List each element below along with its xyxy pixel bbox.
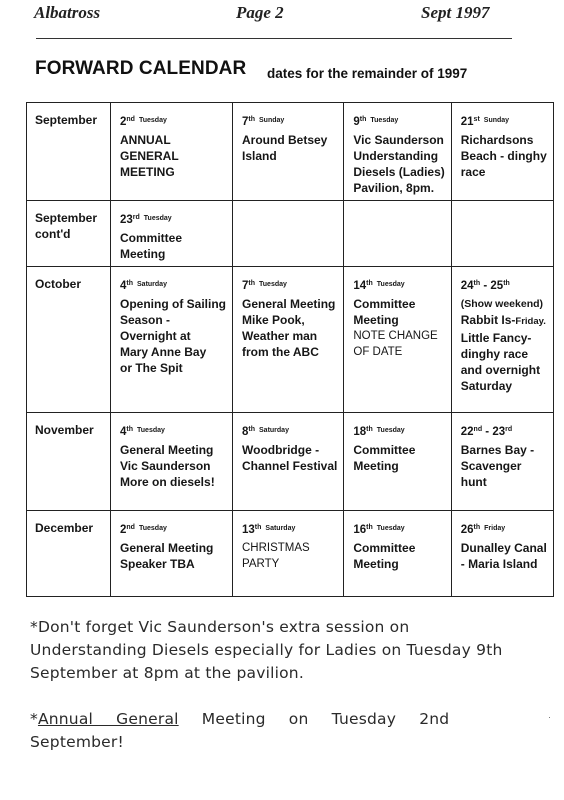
date-number: 21 xyxy=(460,116,474,128)
date-suffix: th xyxy=(366,280,373,287)
event-text-day: Friday. xyxy=(515,316,546,327)
note-agm xyxy=(30,708,516,754)
event-date xyxy=(120,422,226,440)
calendar-cell xyxy=(344,413,451,511)
day-of-week: Tuesday xyxy=(138,525,167,532)
date-suffix: th xyxy=(473,524,481,531)
month-label-line: December xyxy=(35,521,94,535)
event-text-line: Pavilion, 8pm. xyxy=(353,181,435,195)
calendar-cell xyxy=(233,413,344,511)
calendar-cell xyxy=(451,201,553,267)
event-text-line: Dunalley Canal xyxy=(460,541,547,555)
event-text-line: (Show weekend) xyxy=(460,298,544,310)
calendar-row xyxy=(27,267,554,413)
date-suffix: th xyxy=(248,116,256,123)
date-number: 23 xyxy=(492,426,506,438)
date-number: 26 xyxy=(460,524,474,536)
event-text-line: ANNUAL xyxy=(120,133,171,147)
header-rule xyxy=(36,38,512,39)
date-number: 4 xyxy=(120,280,127,292)
event-text-line: Meeting xyxy=(120,247,166,261)
event-text-line: - Maria Island xyxy=(460,557,538,571)
event-text-line: dinghy race xyxy=(460,347,529,361)
calendar-row xyxy=(27,201,554,267)
event-text-line: Overnight at xyxy=(120,329,191,343)
calendar-cell xyxy=(344,511,451,597)
month-label-line: September xyxy=(35,113,98,127)
event-text-line: Saturday xyxy=(460,379,513,393)
event-text-line: Committee xyxy=(120,231,183,245)
event-date xyxy=(461,112,547,130)
event-text-line: and overnight xyxy=(460,363,541,377)
event-text-line: Meeting xyxy=(353,557,399,571)
event-date xyxy=(461,520,547,538)
event-text-line: Diesels (Ladies) xyxy=(353,165,445,179)
month-label xyxy=(27,267,111,413)
day-of-week: Sunday xyxy=(259,117,285,124)
calendar-cell xyxy=(111,103,233,201)
month-label-line: November xyxy=(35,423,94,437)
event-text-line: Vic Saunderson xyxy=(353,133,444,147)
date-number: 16 xyxy=(353,524,367,536)
date-suffix: th xyxy=(359,116,367,123)
date-number: 7 xyxy=(242,116,249,128)
date-suffix: th xyxy=(248,426,256,433)
event-date xyxy=(353,276,444,294)
event-text-line: GENERAL xyxy=(120,149,179,163)
month-label xyxy=(27,103,111,201)
date-number: 14 xyxy=(353,280,367,292)
date-suffix: th xyxy=(366,426,373,433)
event-text-line: NOTE CHANGE xyxy=(353,330,438,342)
date-number: 25 xyxy=(490,280,504,292)
date-suffix: rd xyxy=(132,214,140,221)
date-number: 2 xyxy=(120,116,127,128)
calendar-cell xyxy=(233,511,344,597)
date-number: 7 xyxy=(242,280,249,292)
event-text-line: Channel Festival xyxy=(242,459,338,473)
calendar-cell xyxy=(233,267,344,413)
calendar-cell xyxy=(451,413,553,511)
date-number: 22 xyxy=(460,426,474,438)
day-of-week: Saturday xyxy=(265,525,296,532)
event-date xyxy=(242,112,337,130)
day-of-week: Tuesday xyxy=(137,427,165,434)
event-text-main: Rabbit Is- xyxy=(460,313,516,327)
day-of-week: Tuesday xyxy=(376,427,405,434)
calendar-cell xyxy=(111,511,233,597)
issue-date: Sept 1997 xyxy=(421,3,490,22)
date-number: 24 xyxy=(460,280,474,292)
note-vic-saunderson: *Don't forget Vic Saunderson's extra session on Understanding Diesels especially for Ladies on Tuesday 9th September at 8pm at the pavilion. xyxy=(30,618,503,682)
event-date xyxy=(353,520,444,538)
calendar-cell xyxy=(344,103,451,201)
date-suffix: th xyxy=(503,280,510,287)
event-text-line: Scavenger xyxy=(460,459,522,473)
event-text-line: General Meeting xyxy=(242,297,336,311)
date-number: 18 xyxy=(353,426,367,438)
date-number: 23 xyxy=(120,214,133,226)
event-date xyxy=(353,422,444,440)
note-agm-underlined: Annual General xyxy=(37,710,179,728)
event-text-line: Season - xyxy=(120,313,171,327)
calendar-row xyxy=(27,511,554,597)
event-date xyxy=(242,422,337,440)
event-text-line: Meeting xyxy=(353,313,399,327)
month-label-line: October xyxy=(35,277,82,291)
date-suffix: nd xyxy=(126,116,135,123)
date-range-dash: - xyxy=(482,426,493,438)
month-label xyxy=(27,511,111,597)
event-date xyxy=(120,276,226,294)
calendar-cell xyxy=(451,267,553,413)
calendar-cell xyxy=(451,103,553,201)
event-text-line: race xyxy=(460,165,486,179)
event-text-line: Little Fancy- xyxy=(460,331,532,345)
day-of-week: Saturday xyxy=(137,281,167,288)
calendar-cell xyxy=(233,201,344,267)
calendar-cell xyxy=(111,267,233,413)
stray-mark: · xyxy=(548,712,551,722)
date-suffix: th xyxy=(126,426,134,433)
page-title: FORWARD CALENDAR xyxy=(35,58,247,79)
note-agm-bullet: * xyxy=(30,710,38,728)
date-number: 13 xyxy=(242,524,255,536)
event-text-line: More on diesels! xyxy=(120,475,215,489)
date-number: 9 xyxy=(353,116,360,128)
date-suffix: th xyxy=(126,280,134,287)
event-text-line: Mike Pook, xyxy=(242,313,305,327)
date-suffix: th xyxy=(473,280,481,287)
month-label-line: September xyxy=(35,211,98,225)
month-label xyxy=(27,413,111,511)
event-text-line: Beach - dinghy xyxy=(460,149,547,163)
event-text-line: Woodbridge - xyxy=(242,443,320,457)
event-text-line: Island xyxy=(242,149,277,163)
date-suffix: nd xyxy=(126,524,135,531)
date-suffix: rd xyxy=(505,426,513,433)
page-number: Page 2 xyxy=(236,3,284,22)
event-text-line: General Meeting xyxy=(120,541,214,555)
calendar-cell xyxy=(344,201,451,267)
calendar-table xyxy=(26,102,554,597)
day-of-week: Friday xyxy=(484,525,506,532)
month-label xyxy=(27,201,111,267)
event-text-line: PARTY xyxy=(242,558,280,570)
calendar-cell xyxy=(111,201,233,267)
day-of-week: Tuesday xyxy=(370,117,399,124)
day-of-week: Tuesday xyxy=(376,281,405,288)
event-text-line: Weather man xyxy=(242,329,318,343)
event-date xyxy=(353,112,444,130)
event-text-line: Mary Anne Bay xyxy=(120,345,207,359)
month-label-line: cont'd xyxy=(35,227,71,241)
page-subtitle: dates for the remainder of 1997 xyxy=(267,66,468,81)
event-text-line: Opening of Sailing xyxy=(120,297,226,311)
date-range-dash: - xyxy=(480,280,491,292)
event-text-line: Meeting xyxy=(353,459,399,473)
event-text-line: General Meeting xyxy=(120,443,214,457)
event-date xyxy=(120,520,226,538)
date-suffix: th xyxy=(254,524,262,531)
event-text-line: from the ABC xyxy=(242,345,319,359)
event-text-line: CHRISTMAS xyxy=(242,542,310,554)
event-text-line: Speaker TBA xyxy=(120,557,195,571)
day-of-week: Tuesday xyxy=(376,525,405,532)
event-date xyxy=(242,276,337,294)
calendar-cell xyxy=(451,511,553,597)
date-suffix: th xyxy=(248,280,256,287)
day-of-week: Tuesday xyxy=(143,215,172,222)
event-text-line: hunt xyxy=(460,475,487,489)
calendar-row xyxy=(27,413,554,511)
event-text-line xyxy=(461,312,547,330)
calendar-row xyxy=(27,103,554,201)
note-agm-rest: Meeting on Tuesday 2nd September! xyxy=(30,710,450,751)
calendar-cell xyxy=(111,413,233,511)
date-suffix: th xyxy=(366,524,373,531)
date-number: 8 xyxy=(242,426,249,438)
event-date xyxy=(242,520,337,538)
event-text-line: or The Spit xyxy=(120,361,183,375)
event-date xyxy=(120,210,226,228)
day-of-week: Tuesday xyxy=(138,117,167,124)
date-suffix: nd xyxy=(473,426,483,433)
event-text-line: Committee xyxy=(353,297,416,311)
newsletter-name: Albatross xyxy=(34,3,101,22)
event-text-line: OF DATE xyxy=(353,346,403,358)
day-of-week: Saturday xyxy=(259,427,289,434)
event-text-line: Vic Saunderson xyxy=(120,459,211,473)
event-text-line: Committee xyxy=(353,541,416,555)
day-of-week: Tuesday xyxy=(259,281,287,288)
calendar-cell xyxy=(233,103,344,201)
event-text-line: MEETING xyxy=(120,165,175,179)
event-text-line: Richardsons xyxy=(460,133,534,147)
event-date xyxy=(461,276,547,294)
event-text-line: Around Betsey xyxy=(242,133,328,147)
event-text-line: Understanding xyxy=(353,149,439,163)
day-of-week: Sunday xyxy=(483,117,510,124)
event-date xyxy=(461,422,547,440)
calendar-cell xyxy=(344,267,451,413)
date-number: 2 xyxy=(120,524,127,536)
event-text-line: Barnes Bay - xyxy=(460,443,535,457)
event-date xyxy=(120,112,226,130)
date-suffix: st xyxy=(473,116,480,123)
event-text-line: Committee xyxy=(353,443,416,457)
date-number: 4 xyxy=(120,426,127,438)
